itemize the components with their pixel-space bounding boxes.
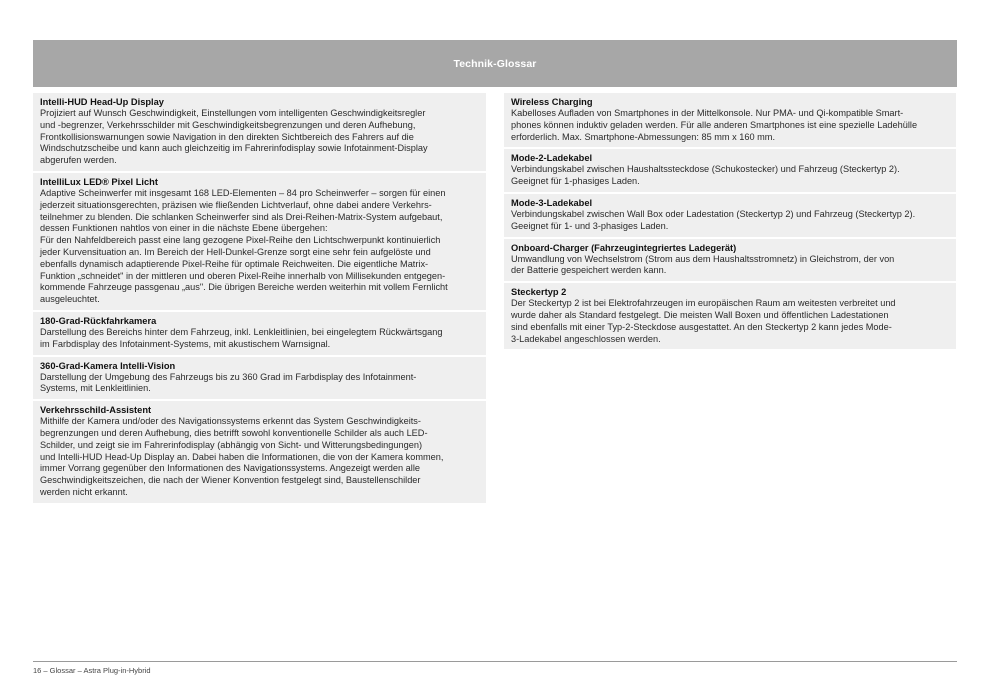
glossary-entry xyxy=(504,149,956,192)
page-title: Technik-Glossar xyxy=(453,57,537,70)
glossary-entry xyxy=(504,239,956,282)
glossary-definition-line: phones können induktiv geladen werden. Für alle anderen Smartphones ist eine spezielle Ladehülle xyxy=(511,119,918,130)
glossary-definition-line: Geeignet für 1- und 3-phasiges Laden. xyxy=(511,220,669,231)
glossary-entry xyxy=(33,312,486,355)
glossary-term: Mode-2-Ladekabel xyxy=(511,153,593,164)
glossary-definition-line: der Batterie gespeichert werden kann. xyxy=(511,265,667,276)
glossary-definition-line: ausgeleuchtet. xyxy=(40,294,100,305)
glossary-entry xyxy=(504,283,956,349)
glossary-definition-line: Geschwindigkeitszeichen, die nach der Wiener Konvention festgelegt sind, Baustellenschilder xyxy=(40,475,421,486)
glossary-definition-line: Darstellung der Umgebung des Fahrzeugs bis zu 360 Grad im Farbdisplay des Infotainment- xyxy=(40,371,417,382)
glossary-definition-line: begrenzungen und deren Aufhebung, dies betrifft sowohl konventionelle Schilder als auch LED- xyxy=(40,427,428,438)
glossary-term: Verkehrsschild-Assistent xyxy=(40,405,152,416)
left-column xyxy=(33,93,486,505)
glossary-definition-line: Adaptive Scheinwerfer mit insgesamt 168 LED-Elementen – 84 pro Scheinwerfer – sorgen für einen xyxy=(40,187,446,198)
glossary-entry xyxy=(33,357,486,400)
glossary-term: Steckertyp 2 xyxy=(511,287,567,298)
glossary-entry xyxy=(33,401,486,503)
glossary-header xyxy=(33,40,957,87)
glossary-definition-line: Für den Nahfeldbereich passt eine lang gezogene Pixel-Reihe den Lichtschwerpunkt kontinuierlich xyxy=(40,235,441,246)
glossary-definition-line: Der Steckertyp 2 ist bei Elektrofahrzeugen im europäischen Raum am weitesten verbreitet und xyxy=(511,298,896,309)
glossary-term: Onboard-Charger (Fahrzeugintegriertes Ladegerät) xyxy=(511,242,737,253)
glossary-definition-line: Darstellung des Bereichs hinter dem Fahrzeug, inkl. Lenkleitlinien, bei eingelegtem Rückwärtsgang xyxy=(40,326,443,337)
glossary-definition-line: und Intelli-HUD Head-Up Display an. Dabei haben die Informationen, die von der Kamera kommen, xyxy=(40,451,444,462)
glossary-term: Wireless Charging xyxy=(511,97,593,107)
glossary-definition-line: Umwandlung von Wechselstrom (Strom aus dem Haushaltsstromnetz) in Gleichstrom, der von xyxy=(511,253,895,264)
glossary-entry xyxy=(33,173,486,310)
glossary-definition-line: abgerufen werden. xyxy=(40,155,117,166)
glossary-entry xyxy=(504,194,956,237)
glossary-definition-line: Verbindungskabel zwischen Haushaltssteckdose (Schukostecker) und Fahrzeug (Steckertyp 2). xyxy=(511,164,900,175)
right-column xyxy=(504,93,956,351)
glossary-term: 180-Grad-Rückfahrkamera xyxy=(40,315,157,326)
glossary-definition-line: Kabelloses Aufladen von Smartphones in der Mittelkonsole. Nur PMA- und Qi-kompatible Smart- xyxy=(511,108,904,118)
glossary-definition-line: sind ebenfalls mit einer Typ-2-Steckdose ausgestattet. An den Steckertyp 2 kann jedes Mode- xyxy=(511,321,892,332)
glossary-definition-line: wurde daher als Standard festgelegt. Die meisten Wall Boxen und öffentlichen Ladestationen xyxy=(511,309,889,320)
glossary-definition-line: immer Vorrang gegenüber den Informationen des Navigationssystems. Angezeigt werden alle xyxy=(40,463,420,474)
glossary-entry xyxy=(33,93,486,171)
footer-divider xyxy=(33,661,957,662)
glossary-term: 360-Grad-Kamera Intelli-Vision xyxy=(40,360,176,371)
glossary-entry xyxy=(504,93,956,147)
page-footer: 16 – Glossar – Astra Plug-in-Hybrid xyxy=(33,666,151,675)
glossary-definition-line: dessen Funktionen nahtlos von einer in die nächste Ebene übergehen: xyxy=(40,223,328,234)
glossary-definition-line: Geeignet für 1-phasiges Laden. xyxy=(511,176,640,187)
glossary-term: Intelli-HUD Head-Up Display xyxy=(40,97,164,107)
glossary-definition-line: Projiziert auf Wunsch Geschwindigkeit, Einstellungen vom intelligenten Geschwindigkeitsregler xyxy=(40,108,426,118)
glossary-definition-line: Systems, mit Lenkleitlinien. xyxy=(40,383,151,394)
glossary-definition-line: Schilder, und zeigt sie im Fahrerinfodisplay (abhängig von Sicht- und Witterungsbedingungen) xyxy=(40,439,423,450)
glossary-definition-line: Verbindungskabel zwischen Wall Box oder Ladestation (Steckertyp 2) und Fahrzeug (Steckertyp 2). xyxy=(511,208,916,219)
glossary-definition-line: werden nicht erkannt. xyxy=(40,486,128,497)
glossary-definition-line: im Farbdisplay des Infotainment-Systems, mit akustischem Warnsignal. xyxy=(40,338,331,349)
glossary-definition-line: kommende Fahrzeuge passgenau „aus". Die übrigen Bereiche werden weiterhin mit vollem Fernlicht xyxy=(40,282,448,293)
glossary-term: IntelliLux LED® Pixel Licht xyxy=(40,176,158,187)
glossary-definition-line: erforderlich. Max. Smartphone-Abmessungen: 85 mm x 160 mm. xyxy=(511,131,775,142)
glossary-definition-line: Funktion „schneidet" in der mittleren und oberen Pixel-Reihe innerhalb von Millisekunden entgegen- xyxy=(40,270,446,281)
glossary-definition-line: ebenfalls dynamisch adaptierende Pixel-Reihe für optimale Reichweiten. Die eigentliche Matrix- xyxy=(40,258,429,269)
glossary-term: Mode-3-Ladekabel xyxy=(511,197,593,208)
glossary-definition-line: und -begrenzer, Verkehrsschilder mit Geschwindigkeitsbegrenzungen und deren Aufhebung, xyxy=(40,119,416,130)
glossary-definition-line: Mithilfe der Kamera und/oder des Navigationssystems erkennt das System Geschwindigkeits- xyxy=(40,416,421,427)
glossary-definition-line: teilnehmer zu blenden. Die schlanken Scheinwerfer sind als Drei-Reihen-Matrix-System aufgebaut, xyxy=(40,211,443,222)
glossary-definition-line: 3-Ladekabel angeschlossen werden. xyxy=(511,333,661,344)
glossary-definition-line: jederzeit situationsgerechten, präzisen wie fließenden Lichtverlauf, ohne dabei andere Verkehrs- xyxy=(40,199,432,210)
glossary-definition-line: jeder Kurvensituation an. Im Bereich der Hell-Dunkel-Grenze sorgt eine sehr fein aufgelöste und xyxy=(40,246,431,257)
glossary-definition-line: Frontkollisionswarnungen sowie Navigation in den direkten Sichtbereich des Fahrers auf die xyxy=(40,131,414,142)
glossary-definition-line: Windschutzscheibe und kann auch gleichzeitig im Fahrerinfodisplay sowie Infotainment-Display xyxy=(40,143,428,154)
